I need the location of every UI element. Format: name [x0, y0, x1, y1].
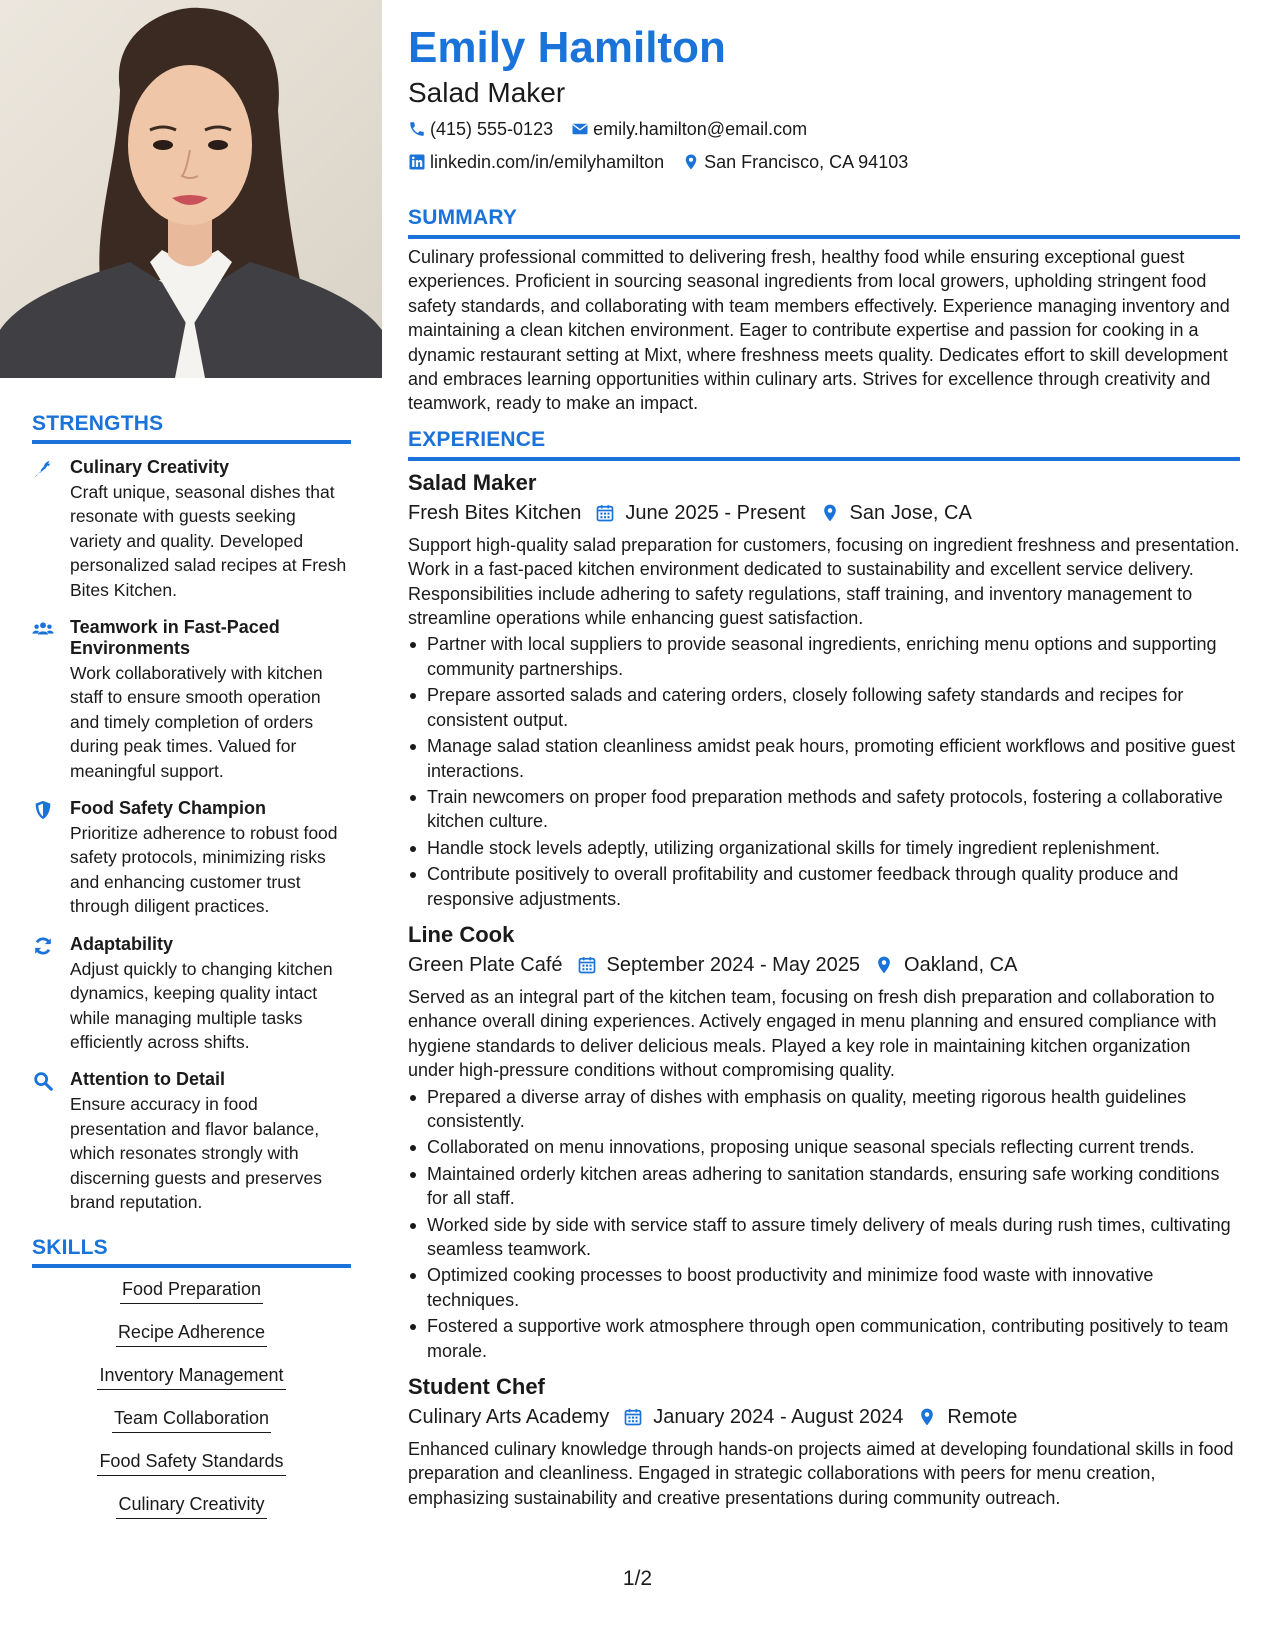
- job-description: Served as an integral part of the kitchen team, focusing on fresh dish preparation and collaboration to enhance overall dining experiences. Actively engaged in menu planning and ensured compliance with hygiene standards to deliver delicious meals. Played a key role in maintaining kitchen organization under high-pressure conditions without compromising quality.: [408, 986, 1217, 1081]
- job-entry: [408, 469, 1240, 911]
- users-icon: [32, 617, 70, 783]
- contact-row: [408, 117, 1240, 141]
- experience-section: [408, 428, 1240, 1510]
- job-bullet: Manage salad station cleanliness amidst peak hours, promoting efficient workflows and positive guest interactions.: [408, 734, 1240, 783]
- skill-item: Team Collaboration: [112, 1407, 271, 1433]
- phone-icon: [408, 120, 426, 138]
- strengths-section: [32, 412, 351, 1214]
- envelope-icon: [571, 120, 589, 138]
- strength-description: Ensure accuracy in food presentation and flavor balance, which resonates strongly with discerning guests and preserves brand reputation.: [70, 1094, 322, 1212]
- map-pin-icon: [917, 1407, 937, 1427]
- profile-photo: [0, 0, 382, 378]
- candidate-name: Emily Hamilton: [408, 23, 726, 72]
- job-bullet: Partner with local suppliers to provide seasonal ingredients, enriching menu options and supporting community partnerships.: [408, 632, 1240, 681]
- job-meta: [408, 952, 1240, 978]
- job-bullet: Contribute positively to overall profitability and customer feedback through quality produce and responsive adjustments.: [408, 862, 1240, 911]
- strength-description: Adjust quickly to changing kitchen dynamics, keeping quality intact while managing multiple tasks efficiently across shifts.: [70, 958, 333, 1052]
- job-meta: [408, 1404, 1240, 1430]
- job-bullet: Fostered a supportive work atmosphere through open communication, contributing positively to team morale.: [408, 1314, 1240, 1363]
- strength-description: Prioritize adherence to robust food safety protocols, minimizing risks and enhancing customer trust through diligent practices.: [70, 823, 338, 917]
- skill-item: Food Safety Standards: [97, 1450, 285, 1476]
- job-bullets: [408, 1085, 1240, 1363]
- job-bullet: Train newcomers on proper food preparation methods and safety protocols, fostering a collaborative kitchen culture.: [408, 785, 1240, 834]
- page-number: 1/2: [622, 1567, 653, 1590]
- left-column: [0, 0, 382, 1650]
- email-text: emily.hamilton@email.com: [593, 119, 808, 139]
- main-column: [408, 18, 1240, 1510]
- job-title: Salad Maker: [408, 469, 537, 495]
- strength-item: [32, 934, 351, 1055]
- skills-section: [32, 1236, 351, 1519]
- location-text: San Francisco, CA 94103: [704, 152, 909, 172]
- email-contact[interactable]: [571, 117, 807, 141]
- map-pin-icon: [820, 503, 840, 523]
- job-bullets: [408, 632, 1240, 910]
- strengths-heading: STRENGTHS: [32, 412, 164, 435]
- job-bullet: Maintained orderly kitchen areas adhering to sanitation standards, ensuring safe working conditions for all staff.: [408, 1162, 1240, 1211]
- skills-heading: SKILLS: [32, 1236, 108, 1260]
- map-pin-icon: [682, 153, 700, 171]
- shield-icon: [32, 798, 70, 919]
- map-pin-icon: [874, 955, 894, 975]
- job-bullet: Collaborated on menu innovations, proposing unique seasonal specials reflecting current trends.: [408, 1135, 1240, 1159]
- job-company: Fresh Bites Kitchen: [408, 501, 582, 524]
- strength-description: Work collaboratively with kitchen staff to ensure smooth operation and timely completion of orders during peak times. Valued for meaningful support.: [70, 663, 323, 781]
- strength-title: Adaptability: [70, 933, 174, 954]
- summary-text: Culinary professional committed to delivering fresh, healthy food while ensuring exceptional guest experiences. Proficient in sourcing seasonal ingredients from local growers, upholding stringent food safety standards, and collaborating with team members effectively. Experience managing inventory and maintaining a clean kitchen environment. Eager to contribute expertise and passion for cooking in a dynamic restaurant setting at Mixt, where freshness meets quality. Dedicates effort to skill development and embraces learning opportunities within culinary arts. Strives for excellence through creativity and teamwork, ready to make an impact.: [408, 247, 1230, 414]
- linkedin-icon: [408, 153, 426, 171]
- strength-title: Culinary Creativity: [70, 457, 230, 477]
- skill-item: Recipe Adherence: [116, 1321, 267, 1347]
- phone-contact[interactable]: [408, 117, 553, 141]
- calendar-icon: [577, 955, 597, 975]
- skills-list: [32, 1278, 351, 1519]
- job-location-text: Remote: [947, 1406, 1018, 1429]
- job-bullet: Handle stock levels adeptly, utilizing organizational skills for timely ingredient replenishment.: [408, 836, 1240, 860]
- job-bullet: Worked side by side with service staff to assure timely delivery of meals during rush times, cultivating seamless teamwork.: [408, 1213, 1240, 1262]
- job-dates-text: January 2024 - August 2024: [653, 1406, 904, 1429]
- job-company: Culinary Arts Academy: [408, 1406, 610, 1429]
- experience-heading: EXPERIENCE: [408, 427, 546, 451]
- search-icon: [32, 1069, 70, 1214]
- job-description: Enhanced culinary knowledge through hands-on projects aimed at developing foundational skills in food preparation and cleanliness. Engaged in strategic collaborations with peers for menu creation, emphasizing sustainability and creative presentations during community outreach.: [408, 1439, 1234, 1508]
- job-bullet: Prepare assorted salads and catering orders, closely following safety standards and recipes for consistent output.: [408, 683, 1240, 732]
- skill-item: Food Preparation: [120, 1278, 263, 1304]
- job-entry: [408, 921, 1240, 1363]
- job-bullet: Optimized cooking processes to boost productivity and minimize food waste with innovative techniques.: [408, 1263, 1240, 1312]
- location-contact: [682, 150, 908, 174]
- portrait-illustration: [0, 0, 382, 378]
- job-dates-text: June 2025 - Present: [625, 501, 806, 524]
- strength-description: Craft unique, seasonal dishes that resonate with guests seeking variety and quality. Developed personalized salad recipes at Fresh Bites Kitchen.: [70, 482, 347, 600]
- sidebar: [32, 412, 351, 1536]
- strength-item: [32, 1069, 351, 1214]
- section-divider: [408, 235, 1240, 239]
- linkedin-text: linkedin.com/in/emilyhamilton: [430, 152, 665, 172]
- job-location-text: Oakland, CA: [904, 953, 1018, 976]
- strengths-list: [32, 457, 351, 1214]
- calendar-icon: [623, 1407, 643, 1427]
- linkedin-contact[interactable]: [408, 150, 664, 174]
- job-location: [820, 500, 972, 526]
- job-dates: [623, 1404, 903, 1430]
- job-bullet: Prepared a diverse array of dishes with emphasis on quality, meeting rigorous health guidelines consistently.: [408, 1085, 1240, 1134]
- section-divider: [32, 1264, 351, 1268]
- strength-item: [32, 798, 351, 919]
- job-description: Support high-quality salad preparation for customers, focusing on ingredient freshness and presentation. Work in a fast-paced kitchen environment dedicated to sustainability and excellent service delivery. Responsibilities include adhering to safety regulations, staff training, and inventory management to streamline operations while enhancing guest satisfaction.: [408, 534, 1240, 629]
- strength-title: Teamwork in Fast-Paced Environments: [70, 617, 280, 659]
- job-location: [874, 952, 1017, 978]
- job-dates-text: September 2024 - May 2025: [606, 953, 861, 976]
- section-divider: [32, 440, 351, 444]
- job-meta: [408, 500, 1240, 526]
- job-title: Line Cook: [408, 921, 515, 947]
- skill-item: Inventory Management: [97, 1364, 285, 1390]
- skill-item: Culinary Creativity: [116, 1493, 266, 1519]
- calendar-icon: [595, 503, 615, 523]
- job-entry: [408, 1373, 1240, 1510]
- summary-heading: SUMMARY: [408, 206, 518, 229]
- sync-icon: [32, 934, 70, 1055]
- strength-title: Food Safety Champion: [70, 798, 267, 819]
- job-dates: [595, 500, 805, 526]
- strength-title: Attention to Detail: [70, 1069, 225, 1090]
- candidate-role: Salad Maker: [408, 77, 566, 108]
- job-location: [917, 1404, 1017, 1430]
- phone-text: (415) 555-0123: [430, 119, 554, 139]
- job-company: Green Plate Café: [408, 953, 563, 976]
- job-location-text: San Jose, CA: [849, 501, 972, 524]
- strength-item: [32, 457, 351, 602]
- contact-row: [408, 150, 1240, 174]
- section-divider: [408, 457, 1240, 461]
- strength-item: [32, 617, 351, 783]
- job-dates: [577, 952, 861, 978]
- job-title: Student Chef: [408, 1374, 545, 1400]
- carrot-icon: [32, 457, 70, 602]
- summary-section: [408, 206, 1240, 416]
